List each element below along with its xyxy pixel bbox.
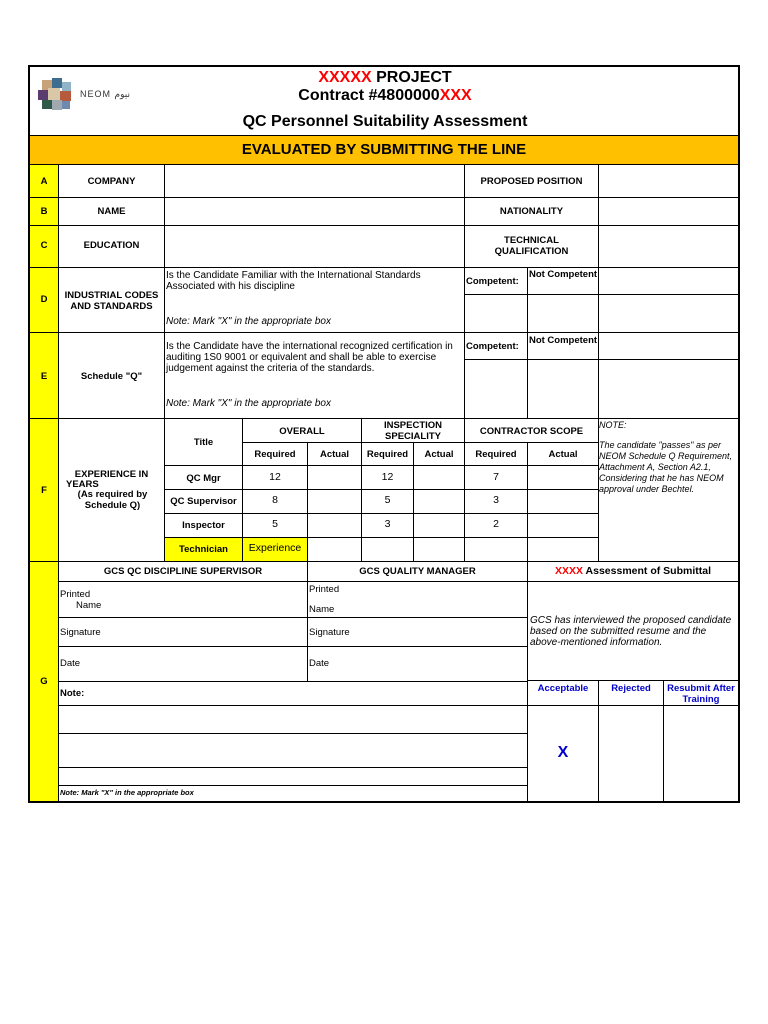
rejected-box[interactable] <box>599 706 663 802</box>
supervisor-printed-label: Printed <box>60 589 91 600</box>
e-competent-label: Competent: <box>466 341 519 352</box>
footer-note: Note: Mark "X" in the appropriate box <box>60 788 194 797</box>
assessment-xxxx: XXXX <box>555 565 584 577</box>
title-qc-mgr: QC Mgr <box>186 473 221 484</box>
f-note-title: NOTE: <box>599 420 627 430</box>
technician-label: Technician <box>179 544 228 555</box>
experience-label-2: YEARS <box>66 479 99 490</box>
letter-column <box>30 165 58 801</box>
interview-text: GCS has interviewed the proposed candidate based on the submitted resume and the above-mentioned information. <box>530 615 732 648</box>
qc-supervisor-overall: 8 <box>272 494 278 506</box>
rejected-label: Rejected <box>611 683 651 694</box>
row-a-letter: A <box>40 176 48 187</box>
acceptable-mark: X <box>557 744 569 761</box>
qc-mgr-inspection-actual[interactable] <box>414 466 464 489</box>
neom-logo-icon <box>36 76 76 112</box>
row-g-letter: G <box>40 676 48 687</box>
name-field[interactable] <box>165 198 464 225</box>
d-competent-label: Competent: <box>466 276 519 287</box>
manager-date-field[interactable] <box>380 647 527 681</box>
inspection-required-header: Required <box>366 449 409 460</box>
manager-name-field[interactable] <box>380 582 527 617</box>
contract-number <box>230 87 540 105</box>
contractor-header: CONTRACTOR SCOPE <box>479 426 584 437</box>
project-xxxxx: XXXXX <box>318 69 372 86</box>
overall-required-header: Required <box>254 449 296 460</box>
contractor-required-header: Required <box>475 449 517 460</box>
overall-header: OVERALL <box>279 426 325 437</box>
education-label: EDUCATION <box>83 240 140 251</box>
qc-mgr-overall: 12 <box>269 471 281 483</box>
manager-signature-label: Signature <box>309 627 350 638</box>
manager-name-label: Name <box>309 604 335 615</box>
education-field[interactable] <box>165 226 464 267</box>
d-question: Is the Candidate Familiar with the International Standards Associated with his discipline <box>166 270 421 292</box>
inspection-actual-header: Actual <box>424 449 454 460</box>
assessment-rest: Assessment of Submittal <box>583 565 711 577</box>
project-word: PROJECT <box>371 69 452 86</box>
acceptable-label: Acceptable <box>537 683 589 694</box>
resubmit-box[interactable] <box>664 706 738 802</box>
row-d-letter: D <box>40 294 48 305</box>
qc-mgr-inspection: 12 <box>381 471 394 483</box>
logo-text: NEOM نيوم <box>80 89 130 99</box>
d-remarks-field[interactable] <box>599 268 738 332</box>
supervisor-date-field[interactable] <box>140 647 307 681</box>
neom-logo <box>36 76 76 112</box>
qc-supervisor-header: GCS QC DISCIPLINE SUPERVISOR <box>103 566 263 577</box>
technical-qualification-field[interactable] <box>599 226 738 267</box>
qc-supervisor-inspection-actual[interactable] <box>414 490 464 513</box>
e-not-competent-box[interactable] <box>528 360 598 418</box>
d-not-competent-box[interactable] <box>528 295 598 332</box>
industrial-codes-label: INDUSTRIAL CODES AND STANDARDS <box>64 290 159 312</box>
d-note: Note: Mark "X" in the appropriate box <box>166 316 331 327</box>
qc-mgr-contractor: 7 <box>493 471 499 483</box>
manager-printed-label: Printed <box>309 584 340 595</box>
qc-mgr-overall-actual[interactable] <box>308 466 361 489</box>
qc-supervisor-overall-actual[interactable] <box>308 490 361 513</box>
name-label: NAME <box>97 206 126 217</box>
nationality-field[interactable] <box>599 198 738 225</box>
contract-prefix: Contract #4800000 <box>298 87 440 104</box>
g-note-label: Note: <box>60 688 85 699</box>
banner-text: EVALUATED BY SUBMITTING THE LINE <box>241 141 527 158</box>
title-inspector: Inspector <box>182 520 225 531</box>
contract-xxx: XXX <box>439 87 472 104</box>
experience-label-3: (As required by Schedule Q) <box>77 489 148 511</box>
e-question: Is the Candidate have the international recognized certification in auditing 1S0 9001 or equivalent and shall be able to exercise judgement against the criteria of the standards. <box>166 341 453 374</box>
qc-supervisor-inspection: 5 <box>384 494 391 506</box>
qc-supervisor-contractor-actual[interactable] <box>528 490 598 513</box>
schedule-q-label: Schedule "Q" <box>80 371 143 382</box>
supervisor-signature-field[interactable] <box>140 618 307 646</box>
e-note: Note: Mark "X" in the appropriate box <box>166 398 331 409</box>
proposed-position-label: PROPOSED POSITION <box>480 176 583 187</box>
inspection-header: INSPECTION SPECIALITY <box>383 420 443 442</box>
nationality-label: NATIONALITY <box>499 206 564 217</box>
d-not-competent-label: Not Competent <box>528 269 598 280</box>
company-field[interactable] <box>165 165 464 197</box>
inspector-inspection-actual[interactable] <box>414 514 464 537</box>
contractor-actual-header: Actual <box>548 449 578 460</box>
title-qc-supervisor: QC Supervisor <box>170 496 237 507</box>
quality-manager-header: GCS QUALITY MANAGER <box>359 566 476 577</box>
overall-actual-header: Actual <box>319 449 350 460</box>
manager-date-label: Date <box>309 658 330 669</box>
row-e-letter: E <box>40 371 48 382</box>
form-subtitle: QC Personnel Suitability Assessment <box>242 113 528 130</box>
inspector-inspection: 3 <box>384 518 391 530</box>
inspector-overall-actual[interactable] <box>308 514 361 537</box>
title-header: Title <box>193 437 214 448</box>
inspector-contractor-actual[interactable] <box>528 514 598 537</box>
f-note-body: The candidate "passes" as per NEOM Schedule Q Requirement, Attachment A, Section A2.1, Considering that he has NEOM approval under Bechtel. <box>599 440 733 494</box>
supervisor-signature-label: Signature <box>60 627 101 638</box>
row-f-letter: F <box>41 485 47 496</box>
e-competent-box[interactable] <box>465 360 527 418</box>
experience-label: Experience <box>248 542 302 554</box>
technical-qualification-label: TECHNICAL QUALIFICATION <box>494 235 569 257</box>
manager-signature-field[interactable] <box>380 618 527 646</box>
assessment-header <box>528 565 738 577</box>
inspector-overall: 5 <box>272 518 278 530</box>
inspector-contractor: 2 <box>493 518 499 530</box>
qc-mgr-contractor-actual[interactable] <box>528 466 598 489</box>
experience-label-1: EXPERIENCE IN <box>74 469 149 480</box>
proposed-position-field[interactable] <box>599 165 738 197</box>
row-c-letter: C <box>40 240 48 251</box>
row-b-letter: B <box>40 206 48 217</box>
supervisor-date-label: Date <box>60 658 81 669</box>
qc-supervisor-contractor: 3 <box>493 494 499 506</box>
supervisor-name-label: Name <box>76 600 102 611</box>
resubmit-label: Resubmit After Training <box>667 683 735 705</box>
company-label: COMPANY <box>87 176 136 187</box>
d-competent-box[interactable] <box>465 295 527 332</box>
project-title <box>230 69 540 87</box>
note-field[interactable] <box>59 706 527 785</box>
e-not-competent-label: Not Competent <box>528 335 598 346</box>
e-remarks-field[interactable] <box>599 333 738 418</box>
supervisor-name-field[interactable] <box>140 582 307 617</box>
